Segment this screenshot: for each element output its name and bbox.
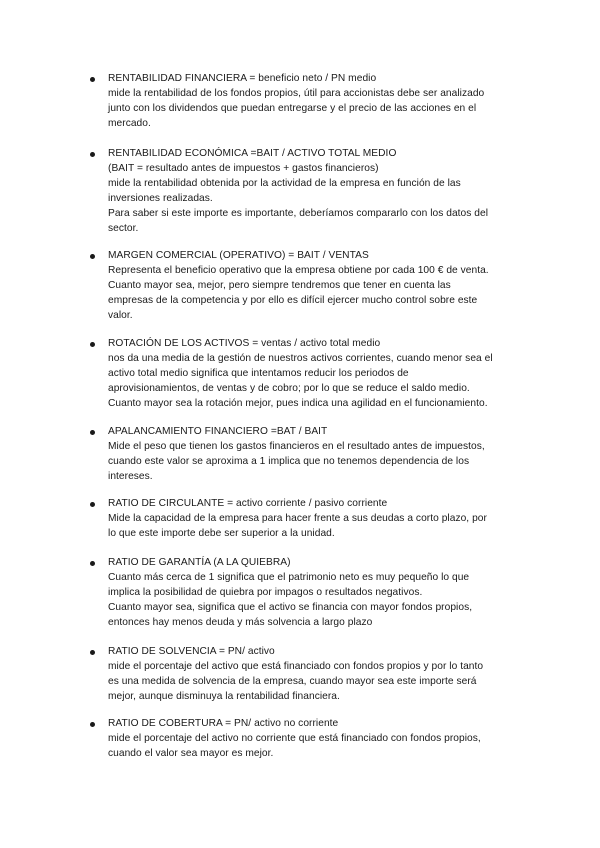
ratio-heading: RATIO DE GARANTÍA (A LA QUIEBRA): [108, 557, 291, 568]
bullet-icon: [90, 650, 95, 655]
ratio-description-line: Cuanto más cerca de 1 significa que el patrimonio neto es muy pequeño lo que: [108, 572, 470, 583]
ratio-item: [90, 644, 530, 704]
ratio-description-line: (BAIT = resultado antes de impuestos + gastos financieros): [108, 163, 379, 174]
ratio-heading: RENTABILIDAD FINANCIERA = beneficio neto / PN medio: [108, 73, 377, 84]
ratio-description-line: sector.: [108, 223, 139, 234]
ratio-description-line: Cuanto mayor sea la rotación mejor, pues indica una agilidad en el funcionamiento.: [108, 398, 488, 409]
bullet-icon: [90, 152, 95, 157]
ratio-description-line: Mide el peso que tienen los gastos financieros en el resultado antes de impuestos,: [108, 441, 485, 452]
bullet-icon: [90, 430, 95, 435]
ratio-description-line: lo que este importe debe ser superior a la unidad.: [108, 528, 335, 539]
ratio-description-line: mejor, aunque disminuya la rentabilidad financiera.: [108, 691, 340, 702]
ratio-heading: ROTACIÓN DE LOS ACTIVOS = ventas / activo total medio: [108, 338, 381, 349]
bullet-icon: [90, 561, 95, 566]
ratio-description-line: nos da una media de la gestión de nuestros activos corrientes, cuando menor sea el: [108, 353, 493, 364]
bullet-icon: [90, 254, 95, 259]
bullet-icon: [90, 502, 95, 507]
bullet-icon: [90, 722, 95, 727]
ratio-text: [108, 555, 530, 630]
ratio-text: [108, 71, 530, 131]
ratio-description-line: es una medida de solvencia de la empresa, cuando mayor sea este importe será: [108, 676, 477, 687]
ratio-text: [108, 248, 530, 323]
ratio-heading: RATIO DE SOLVENCIA = PN/ activo: [108, 646, 275, 657]
ratio-heading: RATIO DE CIRCULANTE = activo corriente / pasivo corriente: [108, 498, 388, 509]
ratio-heading: RENTABILIDAD ECONÓMICA =BAIT / ACTIVO TOTAL MEDIO: [108, 148, 397, 159]
ratio-description-line: cuando este valor se aproxima a 1 implica que no tenemos dependencia de los: [108, 456, 470, 467]
ratio-text: [108, 336, 530, 411]
ratio-description-line: inversiones realizadas.: [108, 193, 213, 204]
ratio-item: [90, 555, 530, 630]
ratio-item: [90, 496, 530, 541]
ratio-item: [90, 336, 530, 411]
ratio-description-line: Cuanto mayor sea, significa que el activo se financia con mayor fondos propios,: [108, 602, 473, 613]
bullet-icon: [90, 77, 95, 82]
ratio-text: [108, 146, 530, 236]
ratio-description-line: mide el porcentaje del activo que está financiado con fondos propios y por lo tanto: [108, 661, 484, 672]
ratio-description-line: empresas de la competencia y por ello es difícil ejercer mucho control sobre este: [108, 295, 478, 306]
ratio-item: [90, 146, 530, 236]
ratio-text: [108, 716, 530, 761]
ratio-description-line: cuando el valor sea mayor es mejor.: [108, 748, 274, 759]
ratio-description-line: mide la rentabilidad obtenida por la actividad de la empresa en función de las: [108, 178, 461, 189]
ratio-description-line: mercado.: [108, 118, 151, 129]
ratio-description-line: entonces hay menos deuda y más solvencia a largo plazo: [108, 617, 373, 628]
ratio-heading: MARGEN COMERCIAL (OPERATIVO) = BAIT / VENTAS: [108, 250, 369, 261]
ratio-item: [90, 248, 530, 323]
ratio-description-line: Cuanto mayor sea, mejor, pero siempre tendremos que tener en cuenta las: [108, 280, 451, 291]
ratio-description-line: mide la rentabilidad de los fondos propios, útil para accionistas debe ser analizado: [108, 88, 485, 99]
ratio-description-line: mide el porcentaje del activo no corriente que está financiado con fondos propios,: [108, 733, 481, 744]
ratio-text: [108, 644, 530, 704]
ratio-description-line: intereses.: [108, 471, 153, 482]
ratio-text: [108, 496, 530, 541]
ratio-heading: RATIO DE COBERTURA = PN/ activo no corriente: [108, 718, 339, 729]
ratio-description-line: junto con los dividendos que puedan entregarse y el precio de las acciones en el: [108, 103, 477, 114]
ratio-heading: APALANCAMIENTO FINANCIERO =BAT / BAIT: [108, 426, 328, 437]
ratio-item: [90, 716, 530, 761]
ratio-description-line: Mide la capacidad de la empresa para hacer frente a sus deudas a corto plazo, por: [108, 513, 487, 524]
ratio-description-line: implica la posibilidad de quiebra por impagos o resultados negativos.: [108, 587, 423, 598]
ratio-description-line: activo total medio significa que intentamos reducir los periodos de: [108, 368, 409, 379]
ratio-text: [108, 424, 530, 484]
ratio-description-line: Para saber si este importe es importante, deberíamos compararlo con los datos del: [108, 208, 489, 219]
ratio-description-line: aprovisionamientos, de ventas y de cobro; por lo que se reduce el saldo medio.: [108, 383, 470, 394]
ratio-description-line: Representa el beneficio operativo que la empresa obtiene por cada 100 € de venta.: [108, 265, 489, 276]
ratio-item: [90, 424, 530, 484]
ratio-description-line: valor.: [108, 310, 133, 321]
ratio-item: [90, 71, 530, 131]
bullet-icon: [90, 342, 95, 347]
